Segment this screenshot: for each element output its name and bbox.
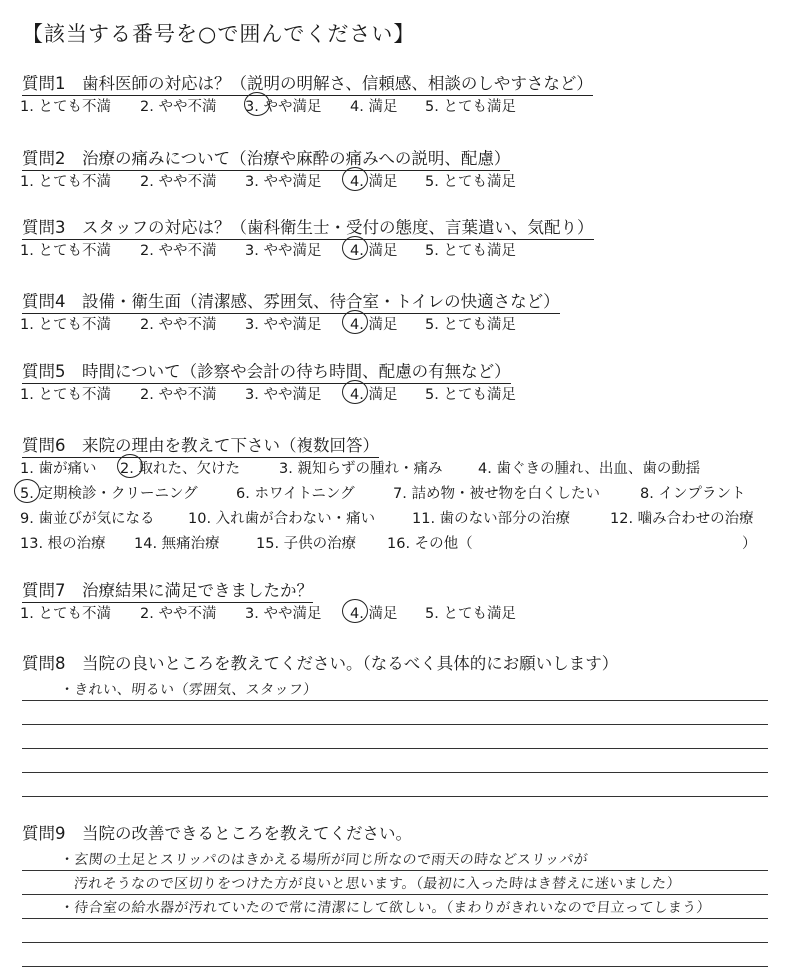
q6-option-6[interactable]: 6. ホワイトニング [236, 486, 355, 502]
q5-option-1[interactable]: 1. とても不満 [20, 387, 111, 403]
q6-option-1[interactable]: 1. 歯が痛い [20, 461, 97, 477]
q5-option-4[interactable]: 4. 満足 [350, 387, 398, 403]
q7-option-3[interactable]: 3. やや満足 [245, 606, 322, 622]
q1-option-4[interactable]: 4. 満足 [350, 99, 398, 115]
q2-selection-circle [342, 167, 368, 191]
q4-option-4[interactable]: 4. 満足 [350, 317, 398, 333]
q6-option-16[interactable]: 16. その他（ [387, 536, 473, 552]
q6-option-15[interactable]: 15. 子供の治療 [256, 536, 357, 552]
q6-option-13[interactable]: 13. 根の治療 [20, 536, 106, 552]
question-9-label: 質問9 当院の改善できるところを教えてください。 [22, 824, 412, 843]
answer-line [22, 966, 768, 967]
question-7-label: 質問7 治療結果に満足できましたか？ [22, 577, 313, 603]
q2-option-2[interactable]: 2. やや不満 [140, 174, 217, 190]
question-4-label: 質問4 設備・衛生面（清潔感、雰囲気、待合室・トイレの快適さなど） [22, 288, 560, 314]
question-3-label: 質問3 スタッフの対応は？（歯科衛生士・受付の態度、言葉遣い、気配り） [22, 214, 594, 240]
q5-option-2[interactable]: 2. やや不満 [140, 387, 217, 403]
q3-option-1[interactable]: 1. とても不満 [20, 243, 111, 259]
page-title: 【該当する番号を○で囲んでください】 [22, 22, 416, 46]
q2-option-1[interactable]: 1. とても不満 [20, 174, 111, 190]
q4-option-1[interactable]: 1. とても不満 [20, 317, 111, 333]
answer-line [22, 918, 768, 919]
q6-selection-circle-5 [14, 479, 40, 503]
question-6-label: 質問6 来院の理由を教えて下さい（複数回答） [22, 432, 379, 458]
q1-selection-circle [244, 92, 270, 116]
q6-option-8[interactable]: 8. インプラント [640, 486, 746, 502]
q6-option-3[interactable]: 3. 親知らずの腫れ・痛み [279, 461, 443, 477]
q4-option-3[interactable]: 3. やや満足 [245, 317, 322, 333]
q3-selection-circle [342, 236, 368, 260]
q3-option-3[interactable]: 3. やや満足 [245, 243, 322, 259]
answer-line [22, 796, 768, 797]
q6-option-11[interactable]: 11. 歯のない部分の治療 [412, 511, 571, 527]
q4-option-2[interactable]: 2. やや不満 [140, 317, 217, 333]
q4-option-5[interactable]: 5. とても満足 [425, 317, 516, 333]
q6-option-10[interactable]: 10. 入れ歯が合わない・痛い [188, 511, 376, 527]
answer-line [22, 870, 768, 871]
q7-selection-circle [342, 599, 368, 623]
q3-option-4[interactable]: 4. 満足 [350, 243, 398, 259]
answer-line [22, 724, 768, 725]
q1-option-3[interactable]: 3. やや満足 [245, 99, 322, 115]
q8-handwritten-answer: ・きれい、明るい（雰囲気、スタッフ） [59, 682, 319, 698]
q2-option-5[interactable]: 5. とても満足 [425, 174, 516, 190]
q1-option-2[interactable]: 2. やや不満 [140, 99, 217, 115]
q6-option-5[interactable]: 5. 定期検診・クリーニング [20, 486, 198, 502]
q6-option-7[interactable]: 7. 詰め物・被せ物を白くしたい [393, 486, 600, 502]
q5-selection-circle [342, 380, 368, 404]
q5-option-3[interactable]: 3. やや満足 [245, 387, 322, 403]
q2-option-4[interactable]: 4. 満足 [350, 174, 398, 190]
q1-option-5[interactable]: 5. とても満足 [425, 99, 516, 115]
q9-handwritten-line-1: ・玄関の土足とスリッパのはきかえる場所が同じ所なので雨天の時などスリッパが [59, 852, 589, 868]
question-2-label: 質問2 治療の痛みについて（治療や麻酔の痛みへの説明、配慮） [22, 145, 510, 171]
q6-option-12[interactable]: 12. 噛み合わせの治療 [610, 511, 754, 527]
question-1-label: 質問1 歯科医師の対応は？（説明の明解さ、信頼感、相談のしやすさなど） [22, 70, 593, 96]
q6-close-paren: ） [742, 536, 757, 552]
answer-line [22, 748, 768, 749]
answer-line [22, 894, 768, 895]
q7-option-2[interactable]: 2. やや不満 [140, 606, 217, 622]
q3-option-2[interactable]: 2. やや不満 [140, 243, 217, 259]
answer-line [22, 772, 768, 773]
q9-handwritten-line-3: ・待合室の給水器が汚れていたので常に清潔にして欲しい。（まわりがきれいなので目立ってしまう） [59, 900, 712, 916]
answer-line [22, 942, 768, 943]
q1-option-1[interactable]: 1. とても不満 [20, 99, 111, 115]
q6-option-9[interactable]: 9. 歯並びが気になる [20, 511, 155, 527]
q6-option-4[interactable]: 4. 歯ぐきの腫れ、出血、歯の動揺 [478, 461, 701, 477]
question-5-label: 質問5 時間について（診察や会計の待ち時間、配慮の有無など） [22, 358, 511, 384]
q6-option-2[interactable]: 2. 取れた、欠けた [120, 461, 240, 477]
q4-selection-circle [342, 310, 368, 334]
q6-option-14[interactable]: 14. 無痛治療 [134, 536, 220, 552]
q7-option-4[interactable]: 4. 満足 [350, 606, 398, 622]
q9-handwritten-line-2: 汚れそうなので区切りをつけた方が良いと思います。（最初に入った時はき替えに迷いました） [73, 876, 682, 892]
q5-option-5[interactable]: 5. とても満足 [425, 387, 516, 403]
q7-option-1[interactable]: 1. とても不満 [20, 606, 111, 622]
q3-option-5[interactable]: 5. とても満足 [425, 243, 516, 259]
q2-option-3[interactable]: 3. やや満足 [245, 174, 322, 190]
q6-selection-circle-2 [117, 454, 143, 478]
answer-line [22, 700, 768, 701]
q7-option-5[interactable]: 5. とても満足 [425, 606, 516, 622]
question-8-label: 質問8 当院の良いところを教えてください。（なるべく具体的にお願いします） [22, 654, 619, 673]
